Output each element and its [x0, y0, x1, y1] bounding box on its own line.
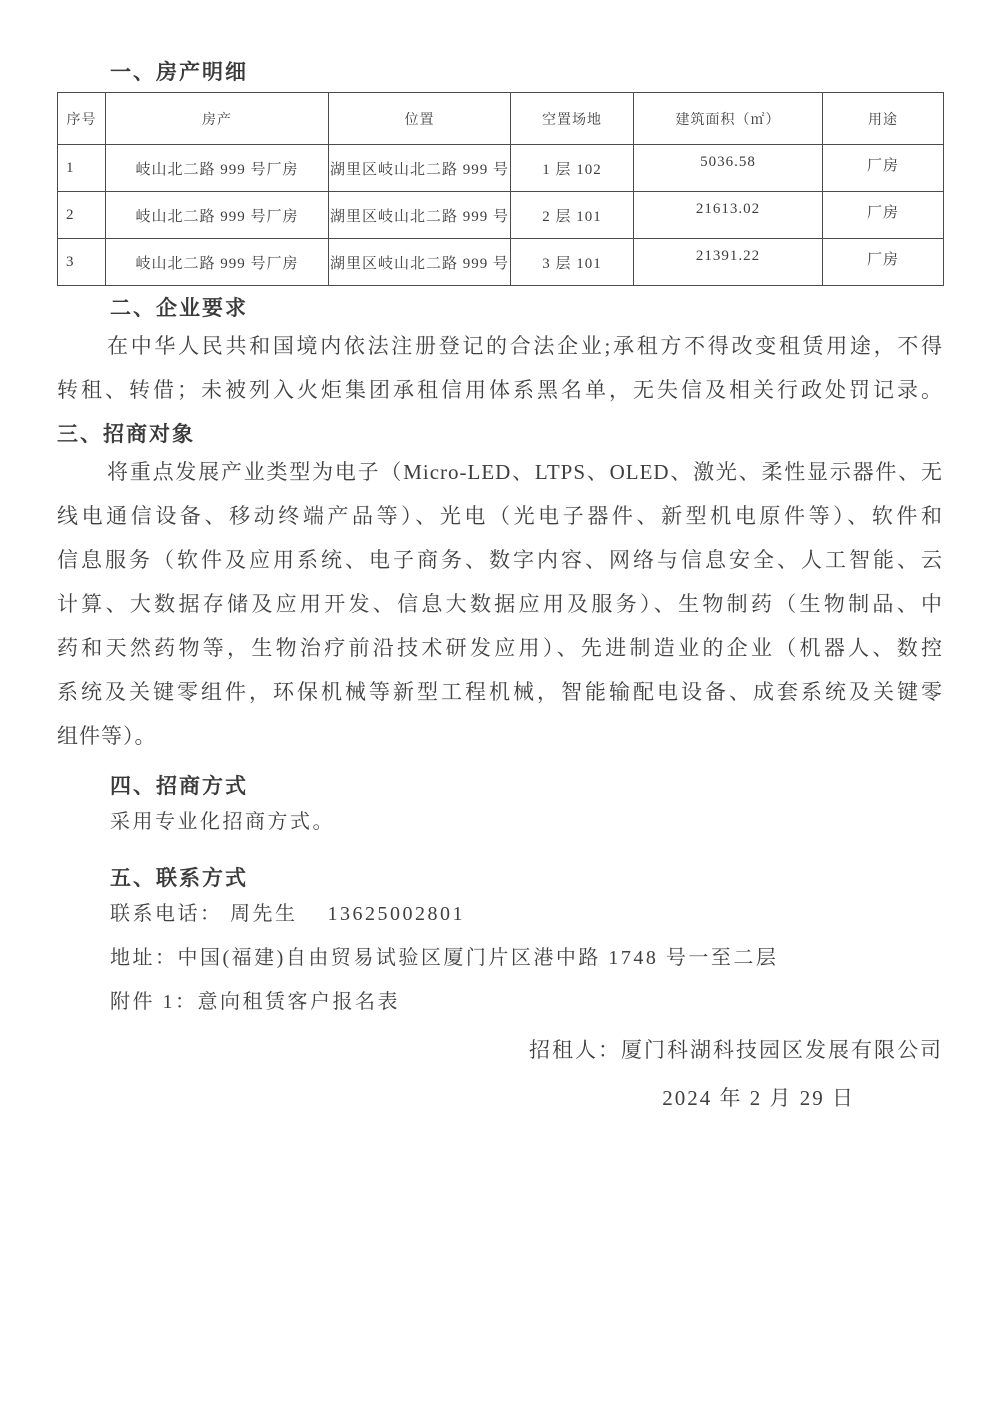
contact-address-line: 地址：中国(福建)自由贸易试验区厦门片区港中路 1748 号一至二层 [110, 947, 779, 969]
paragraph-line: 组件等）。 [57, 724, 157, 748]
cell-property: 岐山北二路 999 号厂房 [106, 192, 329, 239]
header-usage: 用途 [823, 93, 944, 145]
property-table [57, 92, 944, 286]
section2-paragraph [57, 324, 943, 412]
section3-heading: 三、招商对象 [57, 422, 195, 446]
table-header-row [58, 93, 944, 145]
paragraph-line: 转租、转借；未被列入火炬集团承租信用体系黑名单，无失信及相关行政处罚记录。 [57, 378, 943, 402]
cell-location: 湖里区岐山北二路 999 号 [329, 145, 511, 192]
paragraph-line: 系统及关键零组件，环保机械等新型工程机械，智能输配电设备、成套系统及关键零 [57, 680, 943, 704]
section4-body: 采用专业化招商方式。 [110, 811, 335, 833]
cell-space: 3 层 101 [511, 239, 634, 286]
paragraph-line: 在中华人民共和国境内依法注册登记的合法企业;承租方不得改变租赁用途，不得 [107, 334, 943, 358]
contact-phone-line: 联系电话： 周先生 13625002801 [110, 903, 465, 925]
header-space: 空置场地 [511, 93, 634, 145]
table-row [58, 145, 944, 192]
cell-location: 湖里区岐山北二路 999 号 [329, 192, 511, 239]
paragraph-line: 计算、大数据存储及应用开发、信息大数据应用及服务）、生物制药（生物制品、中 [57, 592, 943, 616]
cell-space: 2 层 101 [511, 192, 634, 239]
section1-heading: 一、房产明细 [110, 60, 248, 84]
section5-heading: 五、联系方式 [110, 866, 248, 890]
cell-area: 5036.58 [634, 145, 823, 192]
header-seq: 序号 [58, 93, 106, 145]
header-property: 房产 [106, 93, 329, 145]
cell-usage: 厂房 [823, 192, 944, 239]
section4-heading: 四、招商方式 [110, 774, 248, 798]
cell-space: 1 层 102 [511, 145, 634, 192]
cell-seq: 1 [58, 145, 106, 192]
header-area: 建筑面积（㎡） [634, 93, 823, 145]
signature-date-line: 2024 年 2 月 29 日 [662, 1086, 855, 1110]
paragraph-line: 线电通信设备、移动终端产品等）、光电（光电子器件、新型机电原件等）、软件和 [57, 504, 943, 528]
lessor-signature-line: 招租人：厦门科湖科技园区发展有限公司 [529, 1038, 943, 1062]
section2-heading: 二、企业要求 [110, 296, 248, 320]
cell-seq: 2 [58, 192, 106, 239]
cell-property: 岐山北二路 999 号厂房 [106, 239, 329, 286]
cell-usage: 厂房 [823, 239, 944, 286]
cell-seq: 3 [58, 239, 106, 286]
contact-attachment-line: 附件 1：意向租赁客户报名表 [110, 991, 400, 1013]
cell-location: 湖里区岐山北二路 999 号 [329, 239, 511, 286]
header-location: 位置 [329, 93, 511, 145]
table-row [58, 192, 944, 239]
paragraph-line: 药和天然药物等，生物治疗前沿技术研发应用）、先进制造业的企业（机器人、数控 [57, 636, 943, 660]
cell-property: 岐山北二路 999 号厂房 [106, 145, 329, 192]
paragraph-line: 将重点发展产业类型为电子（Micro-LED、LTPS、OLED、激光、柔性显示器件、无 [107, 460, 943, 484]
section3-paragraph [57, 450, 943, 758]
cell-area: 21613.02 [634, 192, 823, 239]
cell-usage: 厂房 [823, 145, 944, 192]
cell-area: 21391.22 [634, 239, 823, 286]
table-row [58, 239, 944, 286]
paragraph-line: 信息服务（软件及应用系统、电子商务、数字内容、网络与信息安全、人工智能、云 [57, 548, 943, 572]
